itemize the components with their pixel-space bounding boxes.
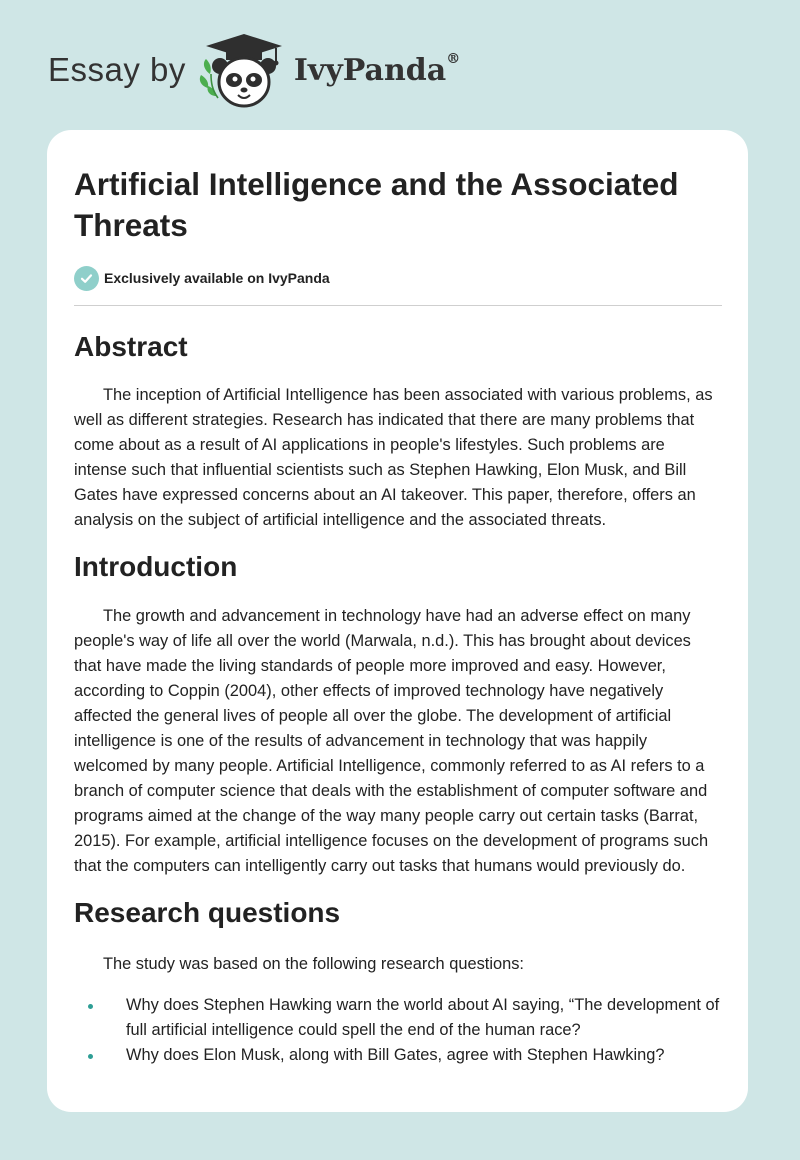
title-divider xyxy=(74,305,722,306)
research-questions-heading: Research questions xyxy=(74,897,341,928)
list-item xyxy=(74,1043,722,1068)
list-item-text: Why does Stephen Hawking warn the world about AI saying, “The development of full artificial intelligence could spell the end of the human race? xyxy=(126,996,720,1039)
essay-card xyxy=(47,130,748,1112)
list-item-text: Why does Elon Musk, along with Bill Gates, agree with Stephen Hawking? xyxy=(126,1046,665,1064)
abstract-paragraph: The inception of Artificial Intelligence has been associated with various problems, as well as different strategies. Research has indicated that there are many problems that come about as a result of AI applications in people's lifestyles. Such problems are intense such that influential scientists such as Stephen Hawking, Elon Musk, and Bill Gates have expressed concerns about an AI takeover. This paper, therefore, offers an analysis on the subject of artificial intelligence and the associated threats. xyxy=(74,386,713,529)
research-questions-list xyxy=(74,993,722,1068)
introduction-paragraph: The growth and advancement in technology have had an adverse effect on many people's way of life all over the world (Marwala, n.d.). This has brought about devices that have made the living standards of people more improved and easy. However, according to Coppin (2004), other effects of improved technology have negatively affected the general lives of people all over the globe. The development of artificial intelligence is one of the results of advancement in technology that was happily welcomed by many people. Artificial Intelligence, commonly referred to as AI refers to a branch of computer science that deals with the establishment of computer software and programs aimed at the change of the way many people carry out certain tasks (Barrat, 2015). For example, artificial intelligence focuses on the development of programs such that the computers can intelligently carry out tasks that humans would previously do. xyxy=(74,607,709,875)
panda-graduate-logo-icon[interactable] xyxy=(196,30,292,110)
exclusive-badge-text: Exclusively available on IvyPanda xyxy=(104,270,330,286)
abstract-heading: Abstract xyxy=(74,331,188,362)
bullet-icon xyxy=(88,1004,93,1009)
research-questions-intro: The study was based on the following research questions: xyxy=(103,955,524,973)
essay-by-label: Essay by xyxy=(48,51,186,88)
introduction-heading: Introduction xyxy=(74,551,238,582)
registered-mark: ® xyxy=(446,50,461,67)
list-item xyxy=(74,993,722,1043)
exclusive-badge xyxy=(74,264,722,292)
site-header xyxy=(48,30,460,110)
check-icon xyxy=(74,266,99,291)
brand-name[interactable] xyxy=(293,50,461,88)
brand-text: IvyPanda xyxy=(293,52,447,88)
bullet-icon xyxy=(88,1054,93,1059)
essay-title: Artificial Intelligence and the Associated Threats xyxy=(74,166,679,243)
